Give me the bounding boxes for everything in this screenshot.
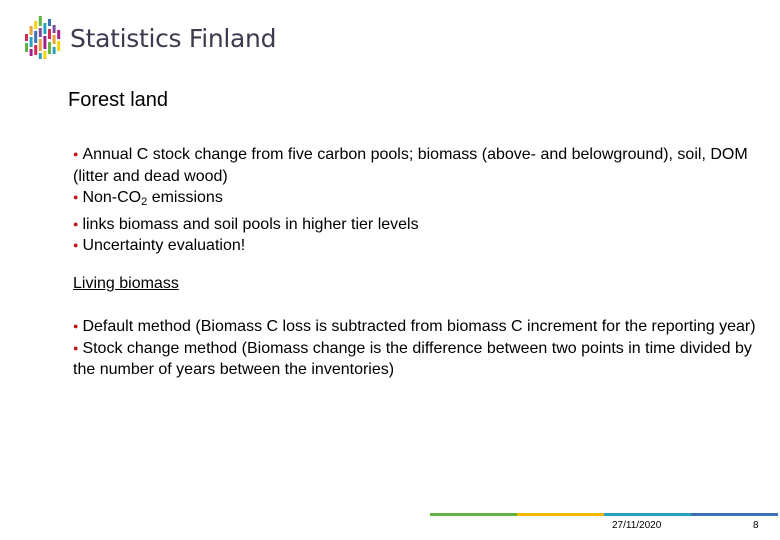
logo-bar <box>34 45 37 55</box>
list-item: ● links biomass and soil pools in higher tier levels <box>73 215 419 233</box>
footer-bar-segment <box>691 513 778 516</box>
logo-bar <box>30 26 33 35</box>
logo-bars-icon <box>24 16 62 60</box>
logo-bar <box>25 34 28 41</box>
list-item: ● Stock change method (Biomass change is the difference between two points in time divided by the number of years between the inventories) <box>73 339 752 378</box>
logo-bar <box>53 25 56 33</box>
logo-bar <box>30 37 33 47</box>
bullet-dot-icon: ● <box>73 192 79 202</box>
logo-bar <box>39 16 42 26</box>
logo-bar <box>25 43 28 52</box>
logo-bar <box>57 30 60 39</box>
footer-bar-segment <box>604 513 691 516</box>
logo-bar <box>57 41 60 51</box>
page-number: 8 <box>753 520 759 531</box>
logo-bar <box>43 51 46 59</box>
list-item: ● Annual C stock change from five carbon pools; biomass (above- and belowground), soil, DOM (litter and dead wood) <box>73 146 748 185</box>
logo-bar <box>43 23 46 34</box>
slide-title: Forest land <box>68 89 169 111</box>
footer-date: 27/11/2020 <box>612 520 662 531</box>
logo-bar <box>48 19 51 26</box>
living-biomass-heading: Living biomass <box>73 275 179 292</box>
logo-bar <box>53 47 56 54</box>
list-item: ● Non-$CO_2$ emissions <box>73 189 223 208</box>
bullet-dot-icon: ● <box>73 218 79 229</box>
section-subtitle <box>73 273 763 295</box>
bullet-dot-icon: ● <box>73 342 79 353</box>
logo-bar <box>48 42 51 54</box>
list-item: ● Uncertainty evaluation! <box>73 237 246 254</box>
logo-bar <box>39 28 42 37</box>
logo-bar <box>34 31 37 43</box>
bullet-dot-icon: ● <box>73 149 79 159</box>
logo-bar <box>48 29 51 39</box>
logo-text: Statistics Finland <box>70 23 277 53</box>
footer-bar-segment <box>430 513 517 516</box>
statistics-finland-logo <box>24 16 276 60</box>
footer-color-bar <box>430 513 778 516</box>
bullet-list-living-biomass <box>73 316 763 381</box>
bullet-dot-icon: ● <box>73 240 79 250</box>
bullet-list-forest-land <box>73 144 763 257</box>
footer-bar-segment <box>517 513 604 516</box>
logo-bar <box>39 39 42 51</box>
logo-bar <box>34 21 37 29</box>
bullet-dot-icon: ● <box>73 321 79 331</box>
logo-bar <box>30 49 33 56</box>
list-item: ● Default method (Biomass C loss is subtracted from biomass C increment for the reporting year) <box>73 318 756 335</box>
logo-bar <box>43 36 46 49</box>
logo-bar <box>53 35 56 44</box>
logo-bar <box>39 53 42 59</box>
